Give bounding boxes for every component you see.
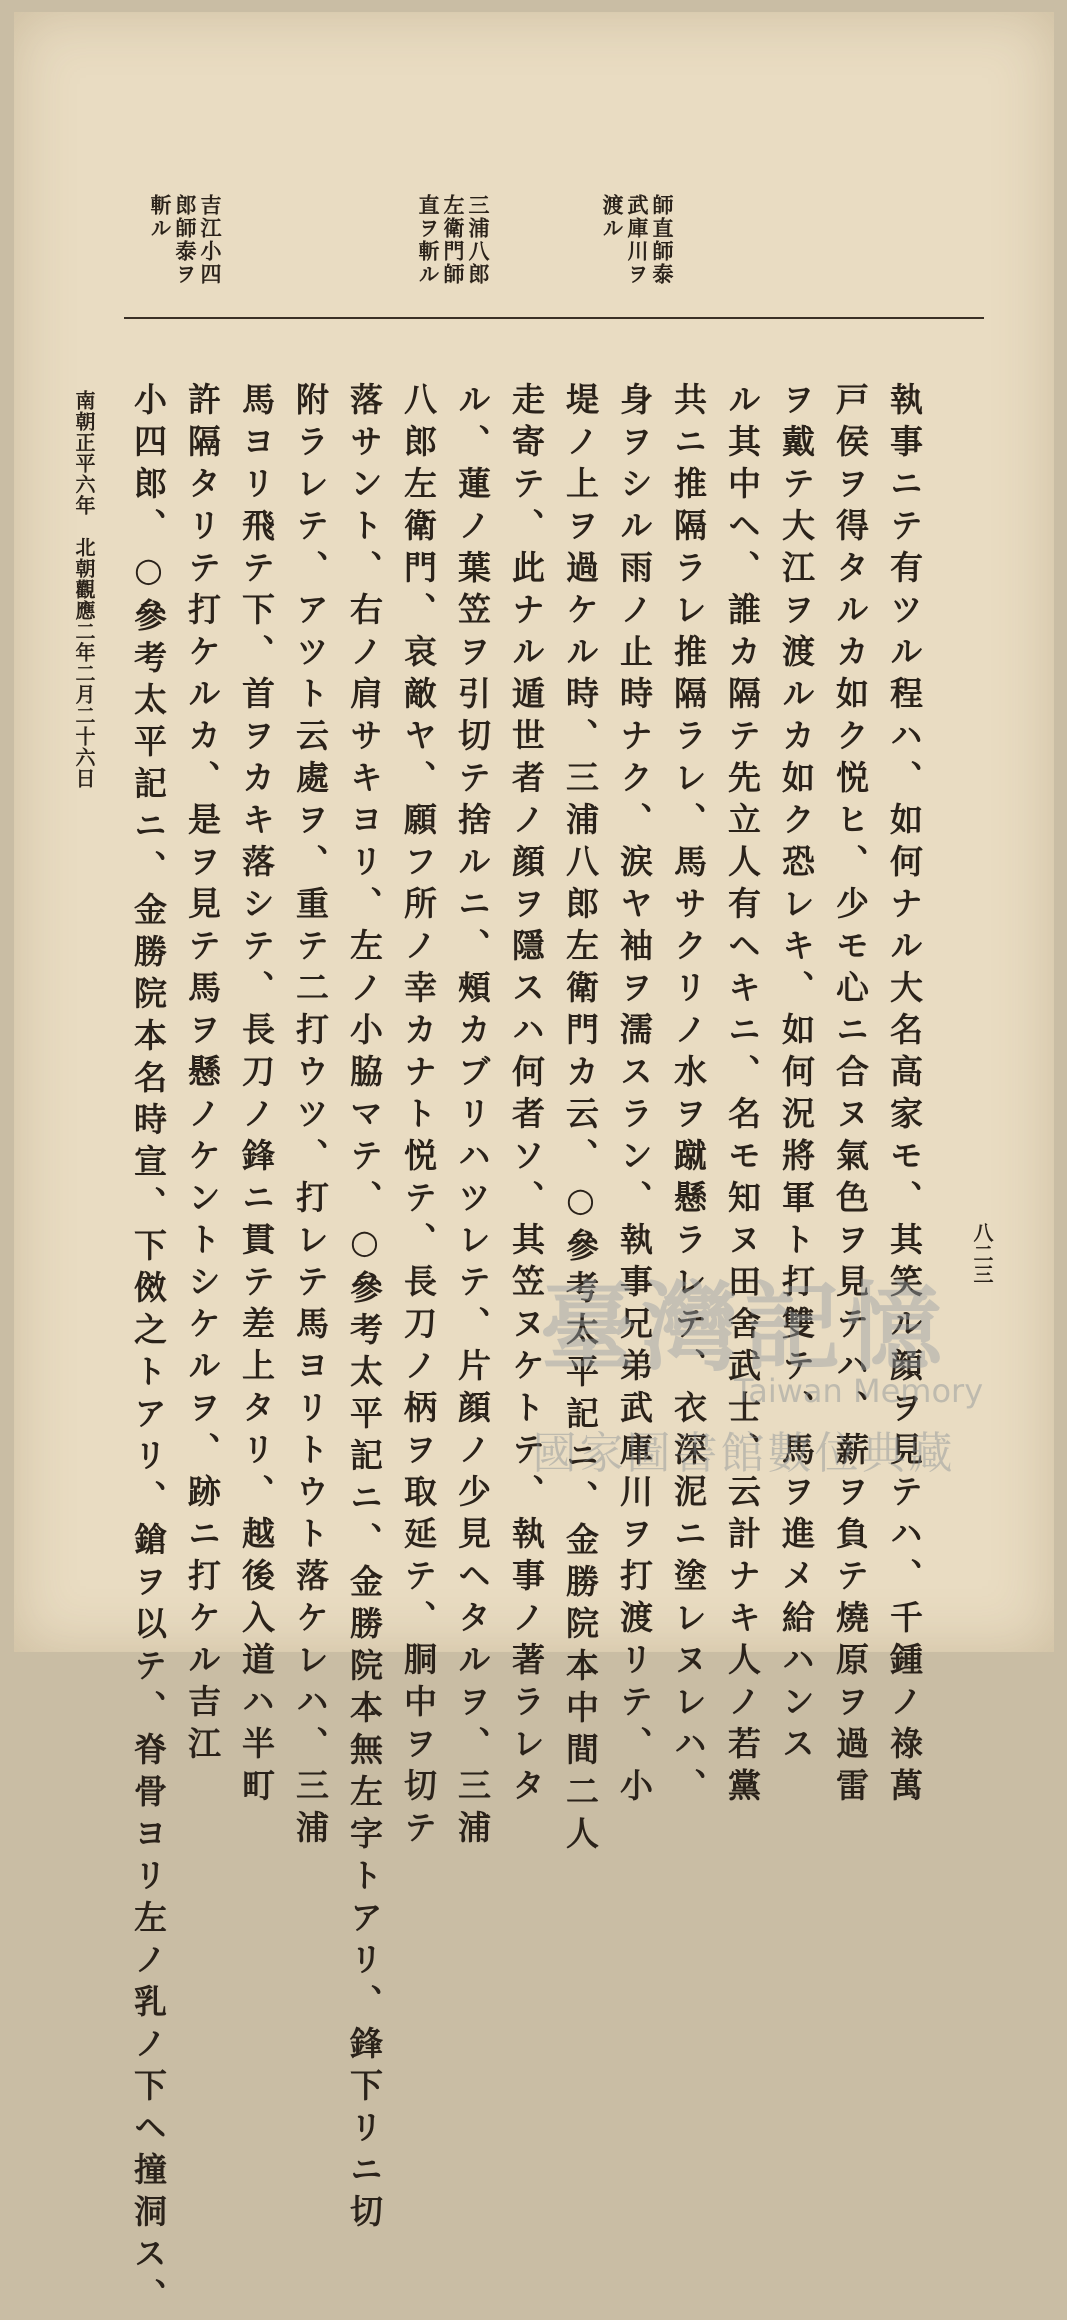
header-rule bbox=[124, 317, 984, 319]
body-column: 執事ニテ有ツル程ハ、如何ナル大名高家モ、其笑ル顔ヲ見テハ、千鍾ノ祿萬 bbox=[885, 382, 924, 1810]
side-note: 斬ル bbox=[148, 194, 173, 240]
watermark-title: 臺灣記憶 bbox=[540, 1271, 948, 1384]
body-column: 堤ノ上ヲ過ケル時、三浦八郎左衛門カ云、○參考太平記ニ、金勝院本中間二人 bbox=[561, 382, 600, 1858]
era-date: 南朝正平六年 北朝觀應二年二月二十六日 bbox=[72, 390, 96, 789]
side-note: 吉江小四 bbox=[198, 194, 223, 286]
body-column: 身ヲシル雨ノ止時ナク、涙ヤ袖ヲ濡スラン、執事兄弟武庫川ヲ打渡リテ、小 bbox=[615, 382, 654, 1810]
body-column: 落サント、右ノ肩サキヨリ、左ノ小脇マテ、○參考太平記ニ、金勝院本無左字トアリ、鋒下リニ切 bbox=[345, 382, 384, 2236]
side-note: 左衛門師 bbox=[441, 194, 466, 286]
book-page bbox=[14, 12, 1054, 2320]
watermark-english: Taiwan Memory bbox=[734, 1372, 984, 1410]
watermark-subtitle: 國家圖書館數位典藏 bbox=[532, 1428, 956, 1479]
body-column: ヲ戴テ大江ヲ渡ルカ如ク恐レキ、如何況將軍ト打雙テ、馬ヲ進メ給ハンス bbox=[777, 382, 816, 1768]
side-note: 直ヲ斬ル bbox=[416, 194, 441, 286]
side-note: 三浦八郎 bbox=[466, 194, 491, 286]
body-column: 附ラレテ、アツト云處ヲ、重テ二打ウツ、打レテ馬ヨリトウト落ケレハ、三浦 bbox=[291, 382, 330, 1852]
body-column: 戸侯ヲ得タルカ如ク悦ヒ、少モ心ニ合ヌ氣色ヲ見テハ、薪ヲ負テ燒原ヲ過雷 bbox=[831, 382, 870, 1810]
body-column: 八郎左衛門、哀敵ヤ、願フ所ノ幸カナト悦テ、長刀ノ柄ヲ取延テ、胴中ヲ切テ bbox=[399, 382, 438, 1852]
body-column: 馬ヨリ飛テ下、首ヲカキ落シテ、長刀ノ鋒ニ貫テ差上タリ、越後入道ハ半町 bbox=[237, 382, 276, 1810]
side-note: 渡ル bbox=[600, 194, 625, 240]
side-note: 武庫川ヲ bbox=[625, 194, 650, 286]
body-column: 小四郎、○參考太平記ニ、金勝院本名時宣、下傚之トアリ、鎗ヲ以テ、脊骨ヨリ左ノ乳ノ下ヘ撞洞ス、 bbox=[129, 382, 168, 2320]
page-number: 八二三 bbox=[970, 1222, 994, 1285]
side-note: 師直師泰 bbox=[650, 194, 675, 286]
body-column: ル其中ヘ、誰カ隔テ先立人有ヘキニ、名モ知ヌ田舍武士、云計ナキ人ノ若黨 bbox=[723, 382, 762, 1810]
side-note: 郎師泰ヲ bbox=[173, 194, 198, 286]
body-column: 許隔タリテ打ケルカ、是ヲ見テ馬ヲ懸ノケントシケルヲ、跡ニ打ケル吉江 bbox=[183, 382, 222, 1768]
body-column: 走寄テ、此ナル遁世者ノ顔ヲ隱スハ何者ソ、其笠ヌケトテ、執事ノ著ラレタ bbox=[507, 382, 546, 1810]
body-column: ル、蓮ノ葉笠ヲ引切テ捨ルニ、頰カブリハツレテ、片顔ノ少見ヘタルヲ、三浦 bbox=[453, 382, 492, 1852]
body-column: 共ニ推隔ラレ推隔ラレ、馬サクリノ水ヲ蹴懸ラレテ、衣深泥ニ塗レヌレハ、 bbox=[669, 382, 708, 1810]
